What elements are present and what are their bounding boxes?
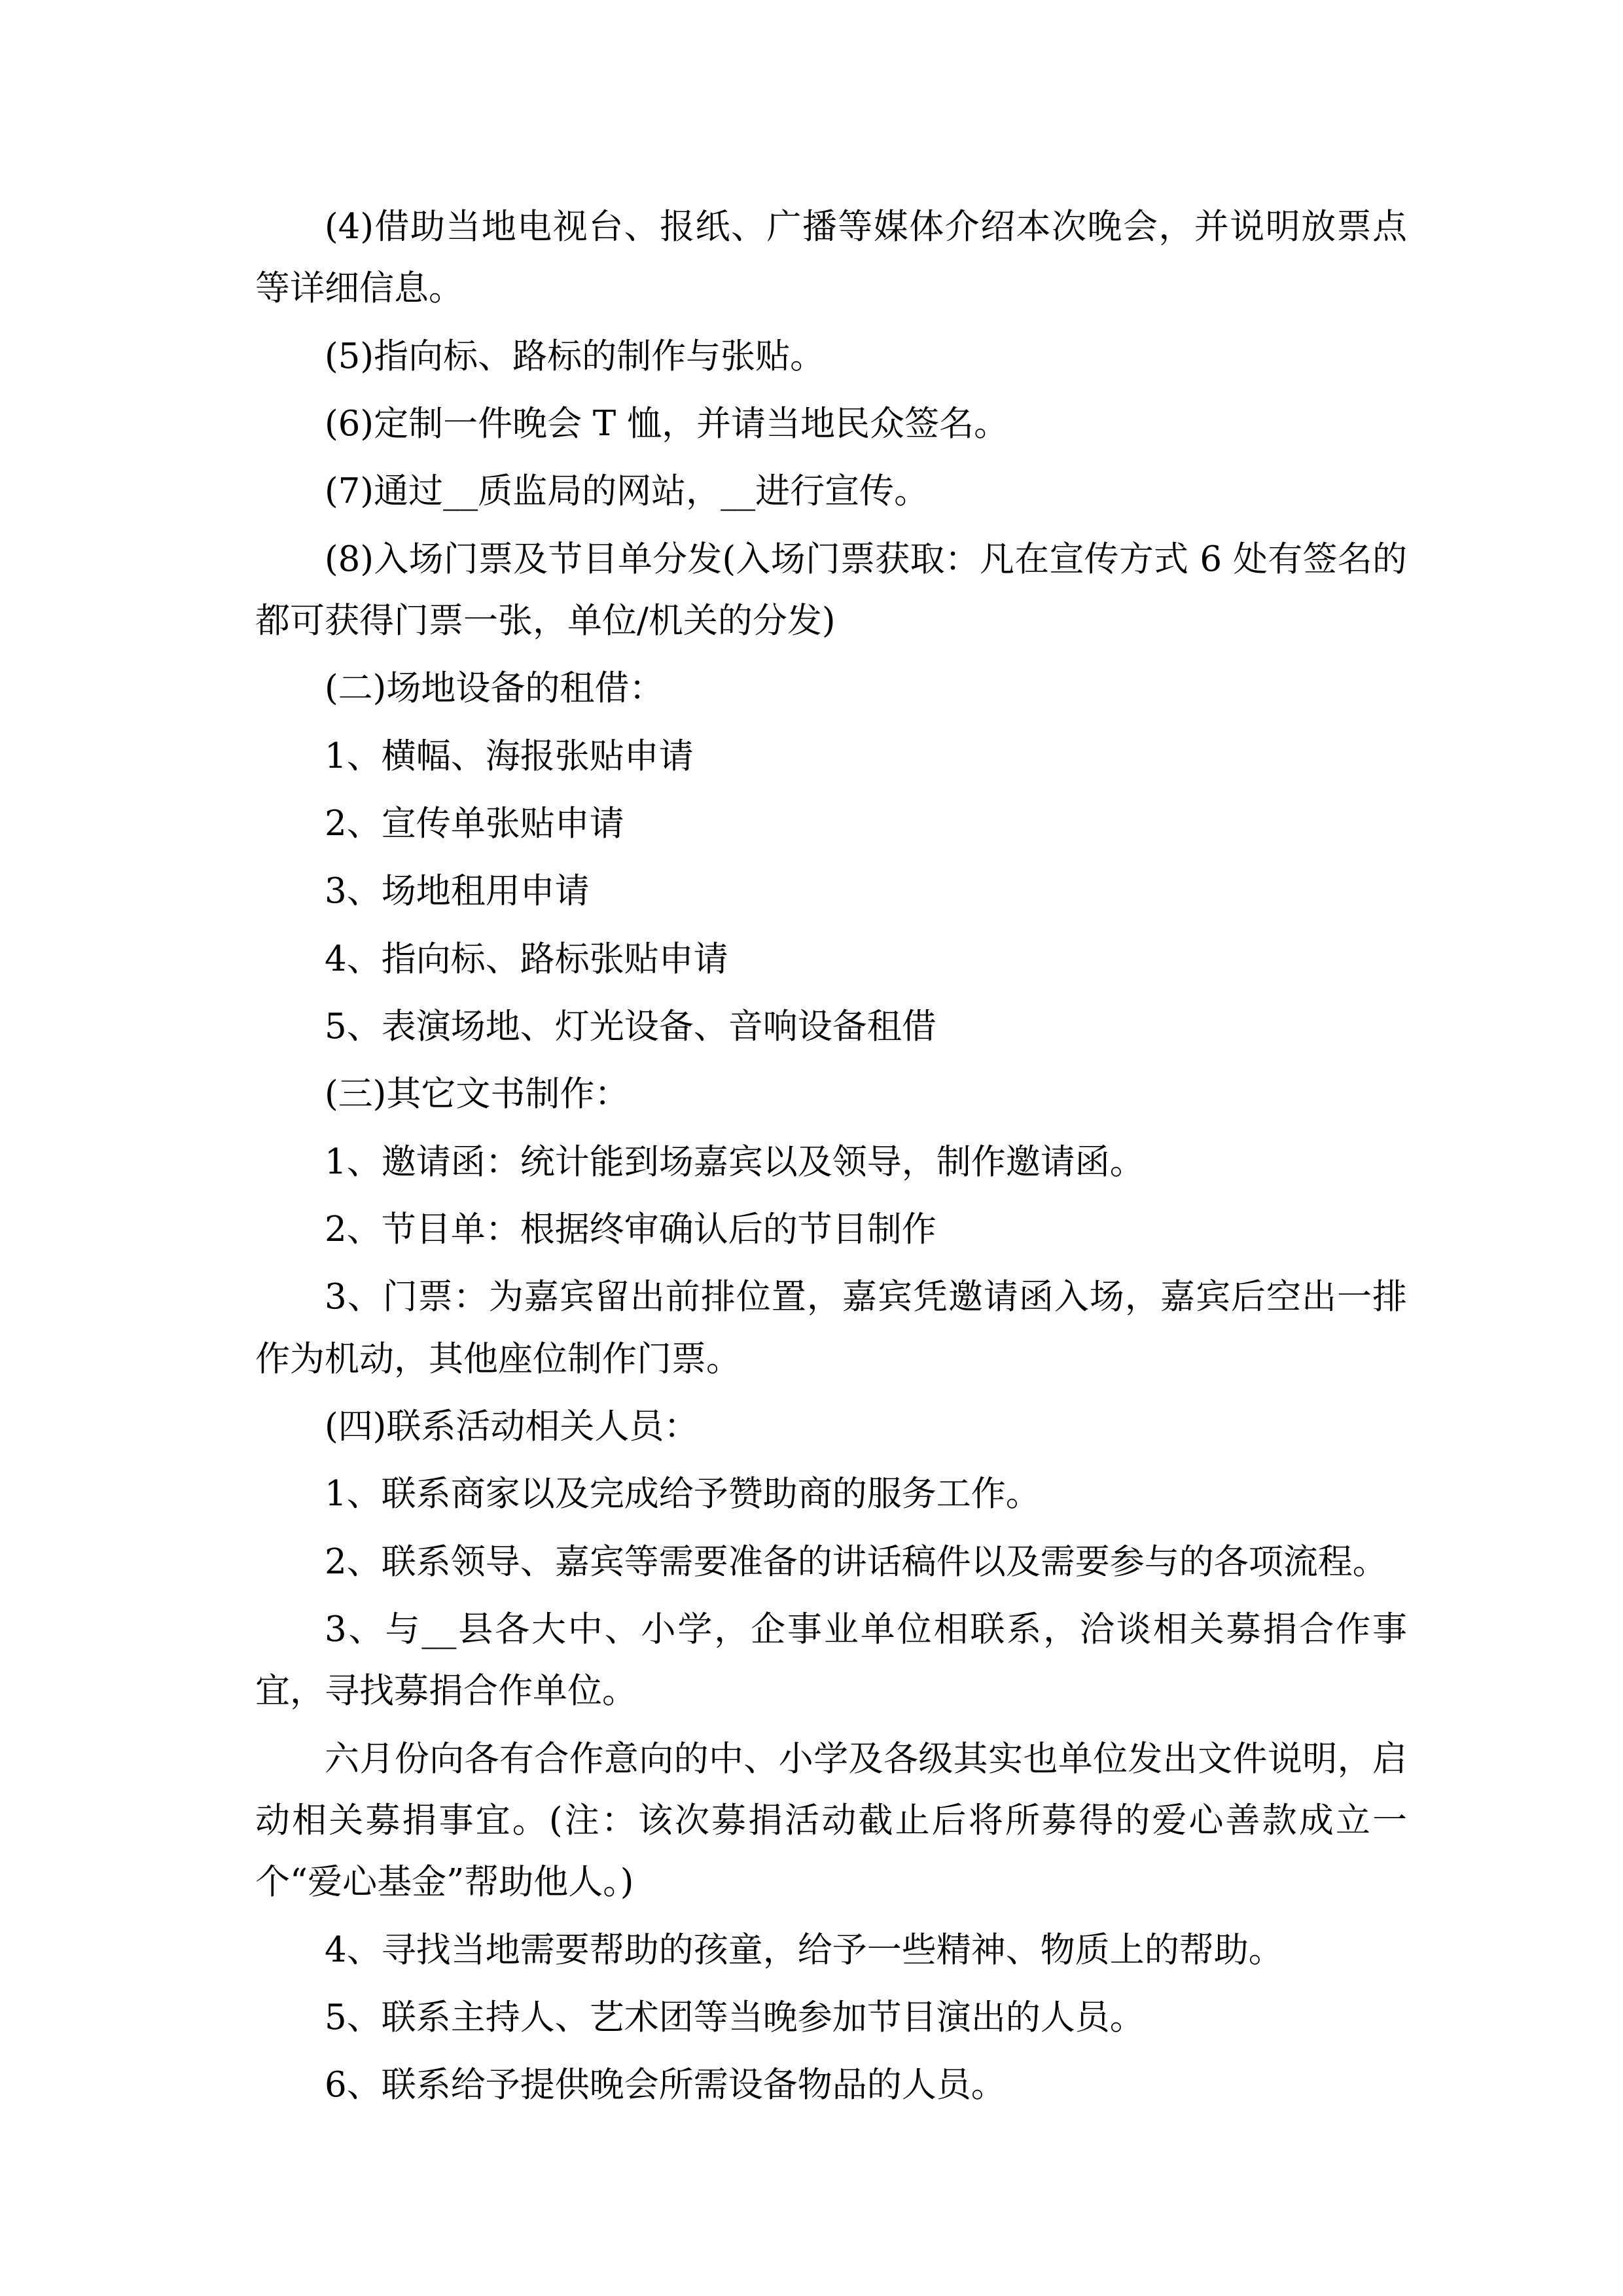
paragraph: 1、邀请函：统计能到场嘉宾以及领导，制作邀请函。 bbox=[325, 1141, 1145, 1182]
paragraph: 1、联系商家以及完成给予赞助商的服务工作。 bbox=[325, 1474, 1041, 1515]
paragraph: (二)场地设备的租借： bbox=[325, 668, 664, 709]
document-body bbox=[255, 196, 1407, 2117]
paragraph: 5、表演场地、灯光设备、音响设备租借 bbox=[325, 1006, 936, 1047]
paragraph: 3、与__县各大中、小学，企事业单位相联系，洽谈相关募捐合作事宜，寻找募捐合作单位。 bbox=[255, 1609, 1407, 1712]
paragraph: (7)通过__质监局的网站，__进行宣传。 bbox=[325, 471, 929, 512]
paragraph: 6、联系给予提供晚会所需设备物品的人员。 bbox=[325, 2065, 1006, 2106]
paragraph: 1、横幅、海报张贴申请 bbox=[325, 736, 694, 776]
paragraph: (6)定制一件晚会 T 恤，并请当地民众签名。 bbox=[325, 403, 1009, 444]
paragraph: 2、节目单：根据终审确认后的节目制作 bbox=[325, 1209, 936, 1249]
paragraph: (5)指向标、路标的制作与张贴。 bbox=[325, 336, 825, 376]
paragraph: (8)入场门票及节目单分发(入场门票获取：凡在宣传方式 6 处有签名的都可获得门票一张，单位/机关的分发) bbox=[255, 539, 1407, 641]
paragraph: (四)联系活动相关人员： bbox=[325, 1406, 699, 1446]
paragraph: 3、门票：为嘉宾留出前排位置，嘉宾凭邀请函入场，嘉宾后空出一排作为机动，其他座位制作门票。 bbox=[255, 1277, 1407, 1379]
paragraph: 2、宣传单张贴申请 bbox=[325, 803, 624, 844]
paragraph: 5、联系主持人、艺术团等当晚参加节目演出的人员。 bbox=[325, 1997, 1145, 2037]
paragraph: 六月份向各有合作意向的中、小学及各级其实也单位发出文件说明，启动相关募捐事宜。(注：该次募捐活动截止后将所募得的爱心善款成立一个“爱心基金”帮助他人。) bbox=[255, 1738, 1407, 1903]
paragraph: (三)其它文书制作： bbox=[325, 1074, 630, 1115]
paragraph: 4、寻找当地需要帮助的孩童，给予一些精神、物质上的帮助。 bbox=[325, 1929, 1283, 1970]
paragraph: (4)借助当地电视台、报纸、广播等媒体介绍本次晚会，并说明放票点等详细信息。 bbox=[255, 207, 1407, 309]
paragraph: 4、指向标、路标张贴申请 bbox=[325, 939, 728, 979]
paragraph: 2、联系领导、嘉宾等需要准备的讲话稿件以及需要参与的各项流程。 bbox=[325, 1541, 1387, 1582]
paragraph: 3、场地租用申请 bbox=[325, 871, 590, 912]
